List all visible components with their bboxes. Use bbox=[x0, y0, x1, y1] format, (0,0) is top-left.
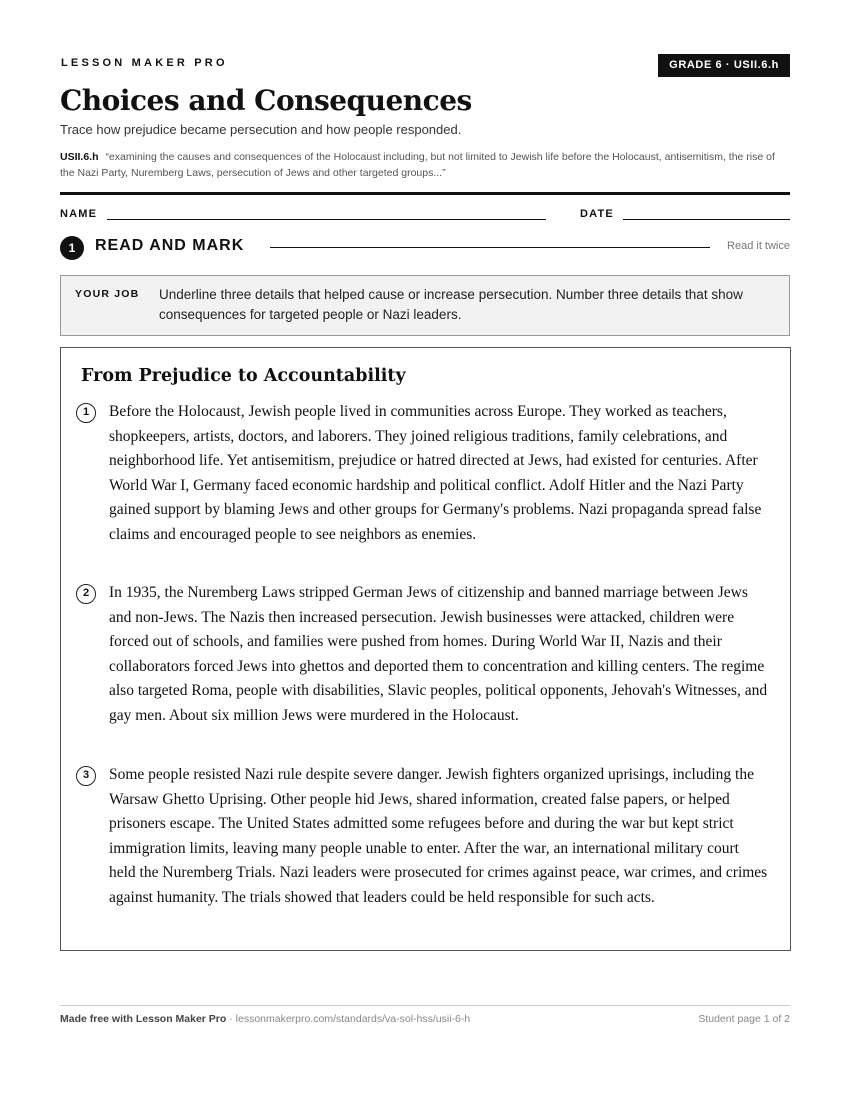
standard-code: USII.6.h bbox=[60, 151, 99, 163]
paragraph-text: Some people resisted Nazi rule despite severe danger. Jewish fighters organized uprisings, including the Warsaw Ghetto Uprising. Other people hid Jews, shared information, created false papers, or helped prisoners escape. The United States admitted some refugees before and during the war but kept strict immigration limits, leaving many people unable to enter. After the war, an international military court held the Nuremberg Trials. Nazi leaders were prosecuted for crimes against peace, war crimes, and crimes against humanity. The trials showed that leaders could be held responsible for such acts. bbox=[109, 766, 768, 906]
standard-text: “examining the causes and consequences of the Holocaust including, but not limited to Jewish life before the Holocaust, antisemitism, the rise of the Nazi Party, Nuremberg Laws, persecution of Jews and other targeted groups...” bbox=[60, 151, 775, 179]
date-line[interactable] bbox=[623, 219, 790, 220]
your-job-label: YOUR JOB bbox=[75, 288, 140, 300]
footer-made-by: Made free with Lesson Maker Pro bbox=[60, 1013, 227, 1025]
name-line[interactable] bbox=[107, 219, 546, 220]
footer-url[interactable]: · lessonmakerpro.com/standards/va-sol-hss/usii-6-h bbox=[226, 1013, 471, 1025]
paragraph-text: In 1935, the Nuremberg Laws stripped German Jews of citizenship and banned marriage between Jews and non-Jews. The Nazis then increased persecution. Jewish businesses were attacked, children were forced out of schools, and families were pushed from homes. During World War II, Nazis and their collaborators forced Jews into ghettos and deported them to concentration and killing centers. The regime also targeted Roma, people with disabilities, Slavic peoples, political opponents, Jehovah's Witnesses, and gay men. About six million Jews were murdered in the Holocaust. bbox=[109, 584, 768, 724]
section-title: READ AND MARK bbox=[95, 237, 245, 254]
section-number: 1 bbox=[60, 236, 84, 260]
footer-page-number: Student page 1 of 2 bbox=[698, 1013, 790, 1025]
brand-name: LESSON MAKER PRO bbox=[61, 57, 228, 69]
paragraph-number: 2 bbox=[76, 584, 96, 604]
standard-description bbox=[60, 149, 790, 181]
your-job-box bbox=[60, 275, 790, 336]
paragraph-text: Before the Holocaust, Jewish people lived in communities across Europe. They worked as teachers, shopkeepers, artists, doctors, and laborers. They joined religious traditions, family celebrations, and neighborhood life. Yet antisemitism, prejudice or hatred directed at Jews, had existed for centuries. After World War I, Germany faced economic hardship and political conflict. Adolf Hitler and the Nazi Party gained support by blaming Jews and other groups for Germany's problems. Nazi propaganda spread false claims and encouraged people to see neighbors as enemies. bbox=[109, 403, 762, 543]
date-label: DATE bbox=[580, 208, 614, 220]
page-subtitle: Trace how prejudice became persecution and how people responded. bbox=[60, 122, 462, 137]
section-note: Read it twice bbox=[727, 240, 790, 252]
footer-credit bbox=[60, 1013, 470, 1025]
paragraph-number: 3 bbox=[76, 766, 96, 786]
your-job-text: Underline three details that helped cause or increase persecution. Number three details that show consequences for targeted people or Nazi leaders. bbox=[159, 287, 743, 322]
footer-divider bbox=[60, 1005, 790, 1006]
passage-title: From Prejudice to Accountability bbox=[81, 366, 406, 386]
header-divider bbox=[60, 192, 790, 195]
paragraph-number: 1 bbox=[76, 403, 96, 423]
section-divider bbox=[270, 247, 710, 248]
page-title: Choices and Consequences bbox=[60, 84, 472, 117]
reading-passage bbox=[60, 347, 791, 951]
grade-badge: GRADE 6 · USII.6.h bbox=[658, 54, 790, 77]
name-label: NAME bbox=[60, 208, 98, 220]
